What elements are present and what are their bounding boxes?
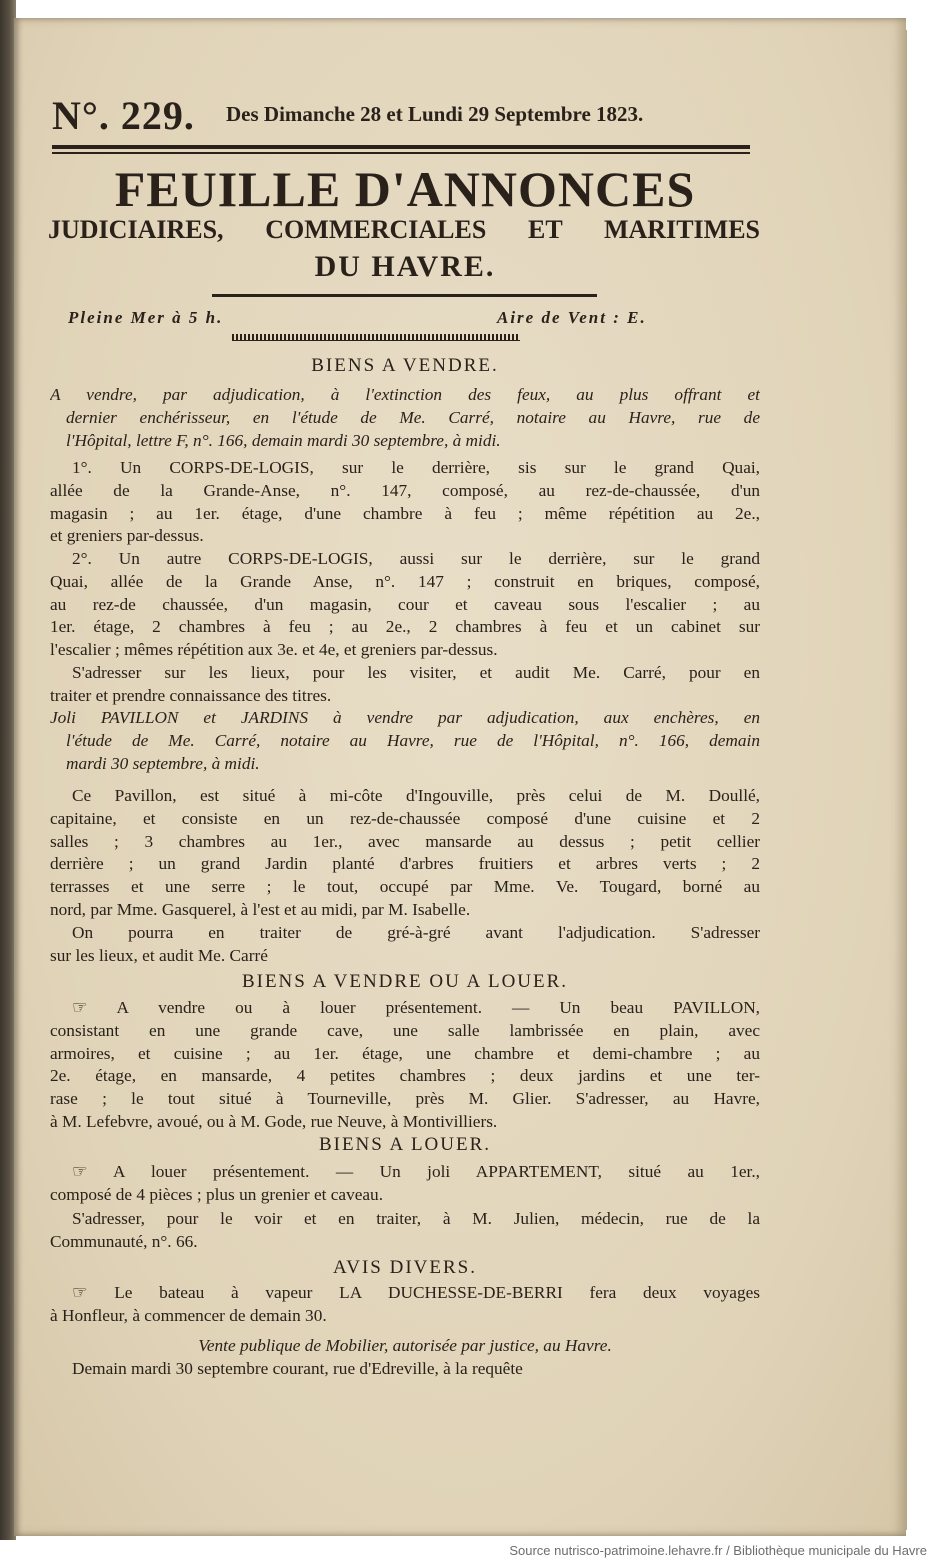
newspaper-subtitle-city: DU HAVRE. [314,250,496,283]
wavy-rule [232,334,520,341]
text-line: ☞ Le bateau à vapeur LA DUCHESSE-DE-BERRI fera deux voyages [72,1283,760,1302]
text-line: 1er. étage, 2 chambres à feu ; au 2e., 2 chambres à feu et un cabinet sur [50,617,760,637]
newspaper-title: FEUILLE D'ANNONCES [114,161,696,217]
newspaper-subtitle: JUDICIAIRES, COMMERCIALES ET MARITIMES [48,215,760,244]
text-line: capitaine, et consiste en un rez-de-chaussée composé d'une cuisine et 2 [50,808,760,828]
text-line: à M. Lefebvre, avoué, ou à M. Gode, rue Neuve, à Montivilliers. [50,1112,498,1131]
text-line: Ce Pavillon, est situé à mi-côte d'Ingouville, près celui de M. Doullé, [72,786,760,805]
text-line: Communauté, n°. 66. [50,1231,198,1251]
text-line: rase ; le tout situé à Tourneville, près M. Glier. S'adresser, au Havre, [50,1089,760,1109]
text-line: terrasses et une serre ; le tout, occupé par Mme. Ve. Tougard, borné au [50,877,760,897]
section-heading: AVIS DIVERS. [332,1257,477,1278]
text-line: dernier enchérisseur, en l'étude de Me. Carré, notaire au Havre, rue de [66,407,760,427]
text-line: salles ; 3 chambres au 1er., avec mansarde au dessus ; petit cellier [50,831,760,851]
section-heading: BIENS A LOUER. [318,1134,492,1155]
text-line: mardi 30 septembre, à midi. [66,753,260,773]
text-line: magasin ; au 1er. étage, d'une chambre à feu ; même répétition au 2e., [50,503,760,523]
source-caption: Source nutrisco-patrimoine.lehavre.fr / Bibliothèque municipale du Havre [509,1543,927,1558]
text-line: allée de la Grande-Anse, n°. 147, composé, au rez-de-chaussée, d'un [50,480,760,500]
text-line: traiter et prendre connaissance des titres. [50,685,332,705]
text-line: 2°. Un autre CORPS-DE-LOGIS, aussi sur le derrière, sur le grand [72,549,760,568]
text-line: l'Hôpital, lettre F, n°. 166, demain mardi 30 septembre, à midi. [66,430,501,450]
text-line: l'étude de Me. Carré, notaire au Havre, rue de l'Hôpital, n°. 166, demain [66,730,760,750]
text-line: On pourra en traiter de gré-à-gré avant l'adjudication. S'adresser [72,923,760,942]
rule [52,152,750,154]
text-line: S'adresser, pour le voir et en traiter, à M. Julien, médecin, rue de la [72,1209,760,1228]
text-line: Quai, allée de la Grande Anse, n°. 147 ; construit en briques, composé, [50,571,760,591]
text-line: consistant en une grande cave, une salle lambrissée en plain, avec [50,1020,760,1040]
text-line: derrière ; un grand Jardin planté d'arbres fruitiers et arbres verts ; 2 [50,854,760,874]
section-heading: BIENS A VENDRE OU A LOUER. [241,971,569,992]
text-line: ☞ A vendre ou à louer présentement. — Un beau PAVILLON, [72,998,760,1017]
tide-info: Pleine Mer à 5 h. [68,308,224,327]
text-line: armoires, et cuisine ; au 1er. étage, une chambre et demi-chambre ; au [50,1043,760,1063]
text-line: A vendre, par adjudication, à l'extinction des feux, au plus offrant et [50,385,760,404]
issue-number: N°. 229. [52,93,195,138]
text-line: et greniers par-dessus. [50,526,204,546]
rule [212,294,597,297]
wind-info: Aire de Vent : E. [497,308,647,327]
text-line: Vente publique de Mobilier, autorisée par justice, au Havre. [198,1336,612,1355]
text-line: Joli PAVILLON et JARDINS à vendre par adjudication, aux enchères, en [50,708,760,727]
text-line: sur les lieux, et audit Me. Carré [50,945,268,965]
text-line: 2e. étage, en mansarde, 4 petites chambres ; deux jardins et une ter- [50,1066,760,1086]
text-line: nord, par Mme. Gasquerel, à l'est et au midi, par M. Isabelle. [50,900,471,919]
text-line: 1°. Un CORPS-DE-LOGIS, sur le derrière, sis sur le grand Quai, [72,458,760,477]
text-line: Demain mardi 30 septembre courant, rue d'Edreville, à la requête [72,1359,523,1378]
rule [52,145,750,149]
text-line: S'adresser sur les lieux, pour les visiter, et audit Me. Carré, pour en [72,663,760,682]
text-line: à Honfleur, à commencer de demain 30. [50,1305,327,1325]
text-line: au rez-de chaussée, d'un magasin, cour et caveau sous l'escalier ; au [50,594,760,614]
text-line: ☞ A louer présentement. — Un joli APPARTEMENT, situé au 1er., [72,1162,760,1181]
issue-date: Des Dimanche 28 et Lundi 29 Septembre 1823. [226,102,644,126]
section-heading: BIENS A VENDRE. [311,355,499,376]
text-line: l'escalier ; mêmes répétition aux 3e. et 4e, et greniers par-dessus. [50,640,498,660]
text-line: composé de 4 pièces ; plus un grenier et caveau. [50,1184,384,1204]
